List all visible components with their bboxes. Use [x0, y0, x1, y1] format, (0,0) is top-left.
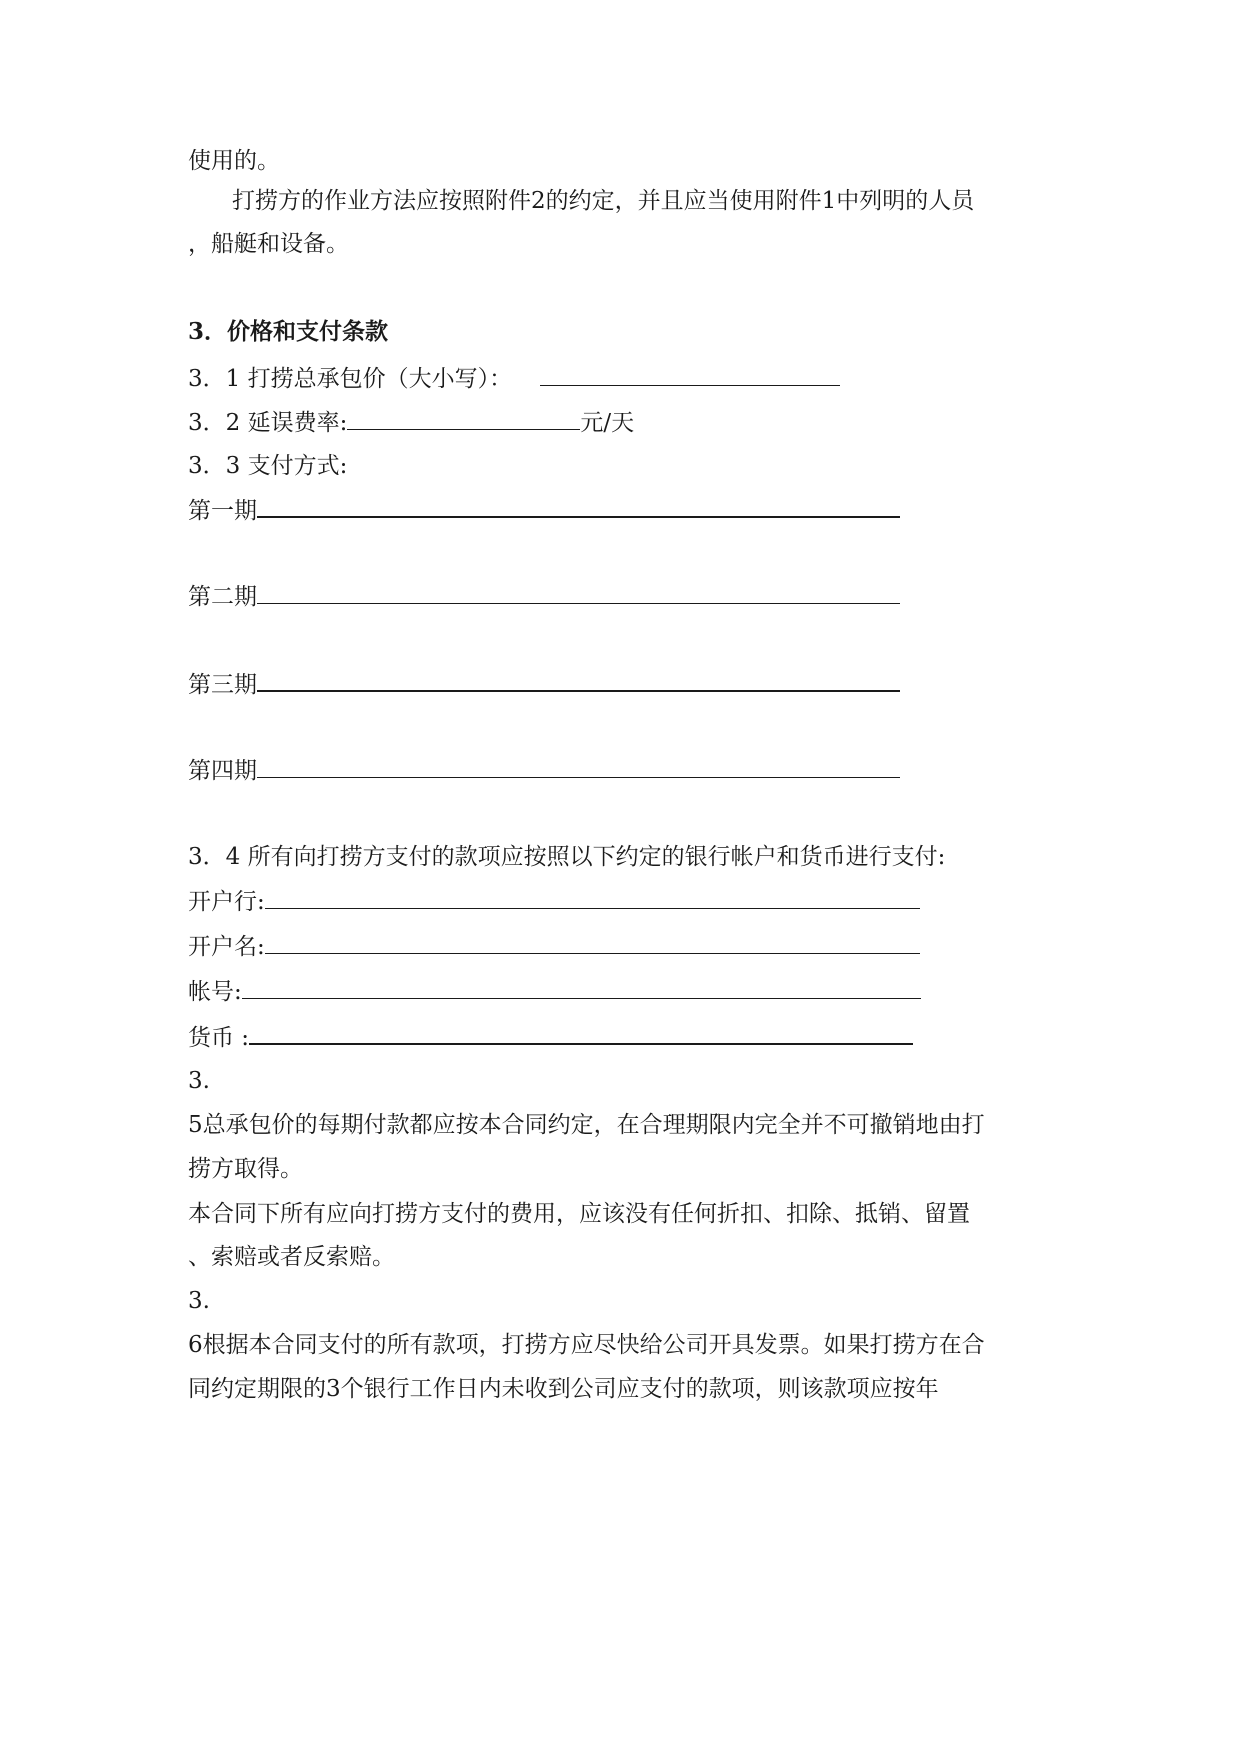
- field-label: 开户名:: [188, 934, 265, 960]
- clause-label: 3．1 打捞总承包价（大小写）：: [188, 366, 513, 392]
- clause-3-4: 3．4 所有向打捞方支付的款项应按照以下约定的银行帐户和货币进行支付:: [188, 844, 946, 870]
- clause-3-2: [188, 407, 634, 438]
- field-label: 开户行:: [188, 889, 265, 915]
- payment-period-4: [188, 755, 900, 786]
- period-4-blank-field[interactable]: [257, 755, 900, 778]
- paragraph-line: 本合同下所有应向打捞方支付的费用，应该没有任何折扣、扣除、抵销、留置: [188, 1201, 970, 1227]
- paragraph-line: 捞方取得。: [188, 1156, 303, 1182]
- clause-3-3: 3．3 支付方式:: [188, 453, 348, 479]
- period-3-blank-field[interactable]: [257, 668, 900, 692]
- period-1-blank-field[interactable]: [257, 494, 900, 518]
- account-number-row: [188, 976, 921, 1007]
- account-name-blank-field[interactable]: [265, 931, 920, 954]
- field-label: 帐号:: [188, 979, 242, 1005]
- period-label: 第二期: [188, 584, 257, 610]
- account-name-row: [188, 931, 920, 962]
- bank-name-row: [188, 886, 920, 917]
- clause-number: 3.: [188, 1068, 210, 1094]
- field-label: 货币 :: [188, 1025, 250, 1051]
- unit-label: 元/天: [580, 410, 635, 436]
- currency-blank-field[interactable]: [249, 1021, 913, 1045]
- period-label: 第四期: [188, 758, 257, 784]
- clause-3-1: [188, 363, 840, 394]
- payment-period-2: [188, 581, 900, 612]
- clause-number: 3.: [188, 1288, 210, 1314]
- section-heading: 3．价格和支付条款: [188, 318, 389, 345]
- clause-label: 3．2 延误费率:: [188, 410, 348, 436]
- period-label: 第三期: [188, 672, 257, 698]
- currency-row: [188, 1021, 913, 1053]
- bank-name-blank-field[interactable]: [265, 886, 920, 909]
- delay-rate-blank-field[interactable]: [347, 407, 580, 430]
- paragraph-line: 同约定期限的3个银行工作日内未收到公司应支付的款项，则该款项应按年: [188, 1376, 939, 1402]
- paragraph-line: 使用的。: [188, 148, 280, 174]
- period-2-blank-field[interactable]: [257, 581, 900, 604]
- period-label: 第一期: [188, 498, 257, 524]
- paragraph-line: 6根据本合同支付的所有款项，打捞方应尽快给公司开具发票。如果打捞方在合: [188, 1332, 985, 1358]
- paragraph-line: ，船艇和设备。: [188, 231, 349, 257]
- price-blank-field[interactable]: [540, 363, 840, 386]
- payment-period-1: [188, 494, 900, 526]
- paragraph-line: 5总承包价的每期付款都应按本合同约定，在合理期限内完全并不可撤销地由打: [188, 1112, 985, 1138]
- payment-period-3: [188, 668, 900, 700]
- account-number-blank-field[interactable]: [242, 976, 921, 999]
- paragraph-line: 、索赔或者反索赔。: [188, 1244, 395, 1270]
- paragraph-line: 打捞方的作业方法应按照附件2的约定，并且应当使用附件1中列明的人员: [232, 188, 975, 214]
